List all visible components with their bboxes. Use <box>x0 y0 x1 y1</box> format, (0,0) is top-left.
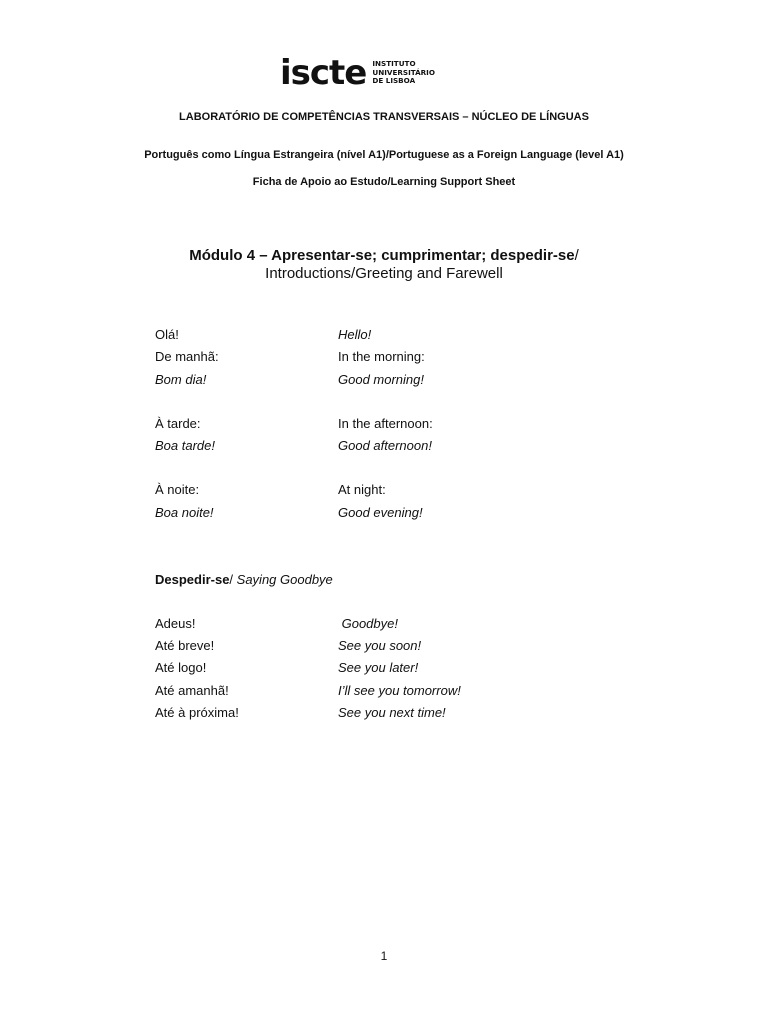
farewell-en: See you next time! <box>338 705 446 720</box>
greeting-row <box>155 504 615 522</box>
greeting-row <box>155 348 615 366</box>
module-title-pt: Módulo 4 – Apresentar-se; cumprimentar; despedir-se <box>189 247 575 264</box>
greeting-row <box>155 326 615 344</box>
greeting-row <box>155 437 615 455</box>
farewell-en: See you later! <box>338 660 419 675</box>
greeting-en: Good morning! <box>338 372 424 387</box>
module-title-slash: / <box>574 247 579 264</box>
greeting-en: In the afternoon: <box>338 416 433 431</box>
greeting-pt: À noite: <box>155 482 200 497</box>
iscte-logo <box>280 53 435 93</box>
module-title-en: Introductions/Greeting and Farewell <box>265 265 503 282</box>
farewell-row <box>155 659 615 677</box>
greeting-row <box>155 415 615 433</box>
module-title <box>0 247 768 283</box>
logo-line-3: DE LISBOA <box>372 76 416 86</box>
greeting-en: At night: <box>338 482 386 497</box>
sheet-heading: Ficha de Apoio ao Estudo/Learning Support Sheet <box>252 176 516 188</box>
farewell-pt: Até amanhã! <box>155 683 229 698</box>
greeting-en: In the morning: <box>338 349 425 364</box>
greeting-en: Good afternoon! <box>338 438 432 453</box>
greeting-en: Good evening! <box>338 505 423 520</box>
farewell-row <box>155 704 615 722</box>
logo-line-2: UNIVERSITÁRIO <box>372 67 435 77</box>
farewell-en: I’ll see you tomorrow! <box>338 683 461 698</box>
farewell-pt: Até logo! <box>155 660 207 675</box>
page-number: 1 <box>380 949 388 963</box>
greeting-pt: Olá! <box>155 327 179 342</box>
farewell-pt: Adeus! <box>155 616 196 631</box>
lab-heading: LABORATÓRIO DE COMPETÊNCIAS TRANSVERSAIS – NÚCLEO DE LÍNGUAS <box>179 111 589 123</box>
greeting-pt: Boa noite! <box>155 505 214 520</box>
farewell-heading <box>155 571 333 589</box>
farewell-row <box>155 615 615 633</box>
greeting-row <box>155 371 615 389</box>
farewell-row <box>155 637 615 655</box>
course-heading: Português como Língua Estrangeira (nível A1)/Portuguese as a Foreign Language (level A1) <box>144 149 624 161</box>
greeting-en: Hello! <box>338 327 372 342</box>
greeting-pt: Boa tarde! <box>155 438 215 453</box>
greeting-pt: De manhã: <box>155 349 219 364</box>
logo-line-1: INSTITUTO <box>372 59 416 69</box>
farewell-en: See you soon! <box>338 638 422 653</box>
farewell-en: Goodbye! <box>338 616 398 631</box>
logo-wordmark: iscte <box>280 53 367 93</box>
farewell-heading-slash: / <box>229 572 237 587</box>
farewell-pt: Até à próxima! <box>155 705 239 720</box>
logo-institution-name <box>372 60 435 86</box>
greeting-pt: À tarde: <box>155 416 201 431</box>
farewell-heading-pt: Despedir-se <box>155 572 230 587</box>
greeting-pt: Bom dia! <box>155 372 207 387</box>
greeting-row <box>155 481 615 499</box>
farewell-heading-en: Saying Goodbye <box>236 572 333 587</box>
farewell-row <box>155 682 615 700</box>
farewell-pt: Até breve! <box>155 638 215 653</box>
